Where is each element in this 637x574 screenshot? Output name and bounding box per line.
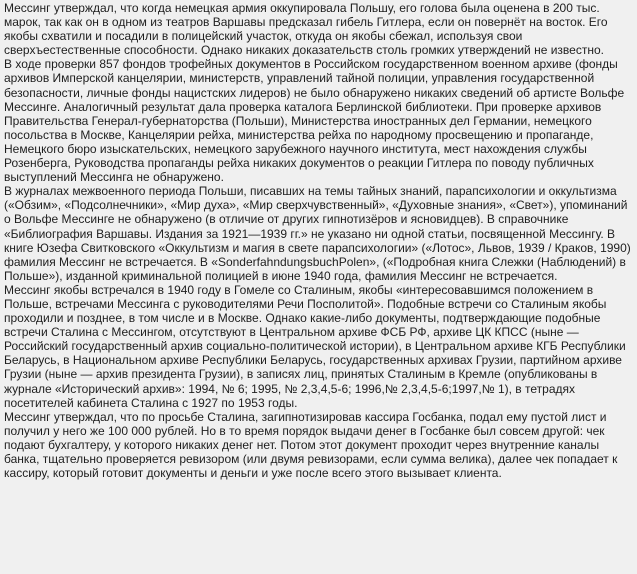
paragraph-trophy-archives: В ходе проверки 857 фондов трофейных документов в Российском государственном военном архиве (фонды архивов Имперской канцелярии, министерств, управлений тайной полиции, управления государственной безопасности, личные фонды нацистских лидеров) не было обнаружено никаких сведений об артисте Вольфе Мессинге. Аналогичный результат дала проверка каталога Берлинской библиотеки. При проверке архивов Правительства Генерал-губернаторства (Польши), Министерства иностранных дел Германии, немецкого посольства в Москве, Канцелярии рейха, министерства рейха по народному просвещению и пропаганде, Немецкого бюро изыскательских, немецкого зарубежного научного института, мест нахождения службы Розенберга, Руководства пропаганды рейха никаких документов о реакции Гитлера по поводу публичных выступлений Мессинга не обнаружено. bbox=[4, 57, 625, 185]
paragraph-gosbank-story: Мессинг утверждал, что по просьбе Сталина, загипнотизировав кассира Госбанка, подал ему пустой лист и получил у него же 100 000 рублей. Но в то время порядок выдачи денег в Госбанке был совсем другой: чек подают бухгалтеру, у которого никаких денег нет. Потом этот документ проходит через внутренние каналы банка, тщательно проверяется ревизором (или двумя ревизорами, если сумма велика), далее чек попадает к кассиру, который готовит документы и деньги и уже после всего этого вызывает клиента. bbox=[4, 409, 618, 481]
paragraph-head-price: Мессинг утверждал, что когда немецкая армия оккупировала Польшу, его голова была оценена в 200 тыс. марок, так как он в одном из театров Варшавы предсказал гибель Гитлера, если он повернёт на восток. Его якобы схватили и посадили в полицейский участок, откуда он якобы сбежал, используя свои сверхъестественные способности. Однако никаких доказательств столь громких утверждений не известно. bbox=[4, 1, 608, 58]
paragraph-polish-journals: В журналах межвоенного периода Польши, писавших на темы тайных знаний, парапсихологии и оккультизма («Обзим», «Подсолнечники», «Мир духа», «Мир сверхчувственный», «Духовные знания», «Свет»), упоминаний о Вольфе Мессинге не обнаружено (в отличие от других гипнотизёров и ясновидцев). В справочнике «Библиография Варшавы. Издания за 1921—1939 гг.» не указано ни одной статьи, посвященной Мессингу. В книге Юзефа Свитковского «Оккультизм и магия в свете парапсихологии» («Лотос», Львов, 1939 / Краков, 1990) фамилия Мессинг не встречается. В «SonderfahndungsbuchPolen», («Подробная книга Слежки (Наблюдений) в Польше»), изданной криминальной полицией в июне 1940 года, фамилия Мессинг не встречается. bbox=[4, 184, 631, 283]
paragraph-stalin-meetings: Мессинг якобы встречался в 1940 году в Гомеле со Сталиным, якобы «интересовавшимся положением в Польше, встречами Мессинга с руководителями Речи Посполитой». Подобные встречи со Сталиным якобы проходили и позднее, в том числе и в Москве. Однако какие-либо документы, подтверждающие подобные встречи Сталина с Мессингом, отсутствуют в Центральном архиве ФСБ РФ, архиве ЦК КПСС (ныне — Российский государственный архив социально-политической истории), в Центральном архиве КГБ Республики Беларусь, в Национальном архиве Республики Беларусь, государственных архивах Грузии, партийном архиве Грузии (ныне — архив президента Грузии), в записях лиц, принятых Сталиным в Кремле (опубликованы в журнале «Исторический архив»: 1994, № 6; 1995, № 2,3,4,5-6; 1996,№ 2,3,4,5-6;1997,№ 1), в тетрадях посетителей кабинета Сталина с 1927 по 1953 годы. bbox=[4, 282, 626, 410]
